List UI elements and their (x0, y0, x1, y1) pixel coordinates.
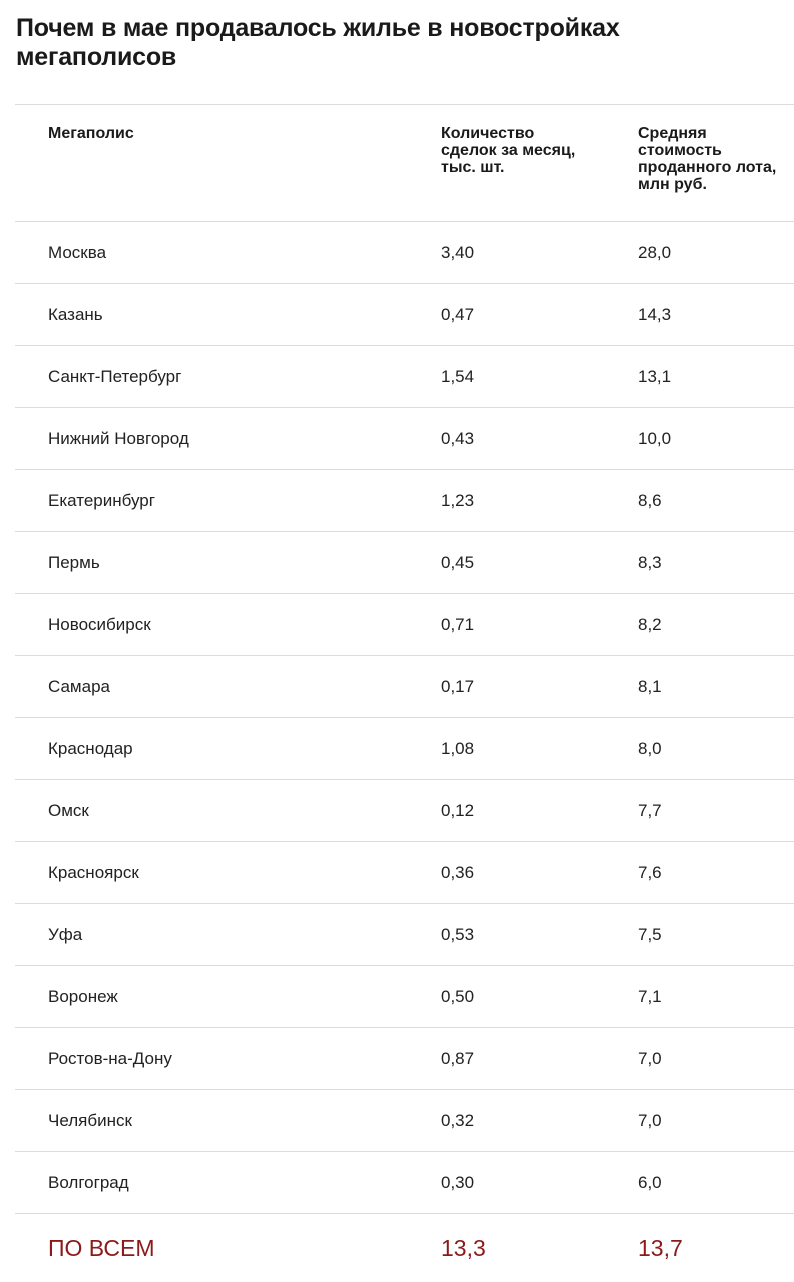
price-cell: 6,0 (638, 1173, 662, 1192)
price-cell: 7,1 (638, 987, 662, 1006)
price-cell: 7,6 (638, 863, 662, 882)
price-cell: 10,0 (638, 429, 672, 448)
deals-cell: 0,53 (441, 925, 475, 944)
city-cell: Казань (48, 305, 103, 324)
price-cell: 14,3 (638, 305, 672, 324)
deals-cell: 1,08 (441, 739, 475, 758)
city-cell: Краснодар (48, 739, 133, 758)
deals-cell: 0,32 (441, 1111, 475, 1130)
total-deals: 13,3 (441, 1235, 486, 1261)
price-cell: 7,7 (638, 801, 662, 820)
table-row (15, 532, 794, 594)
table-row (15, 780, 794, 842)
table-row (15, 408, 794, 470)
deals-cell: 0,12 (441, 801, 475, 820)
city-cell: Красноярск (48, 863, 139, 882)
table-row (15, 904, 794, 966)
price-cell: 13,1 (638, 367, 672, 386)
price-cell: 28,0 (638, 243, 672, 262)
table-row (15, 594, 794, 656)
deals-cell: 0,36 (441, 863, 475, 882)
city-cell: Воронеж (48, 987, 118, 1006)
page-title: Почем в мае продавалось жилье в новостройках мегаполисов (16, 14, 620, 71)
deals-cell: 0,43 (441, 429, 475, 448)
deals-cell: 0,45 (441, 553, 475, 572)
table-row (15, 656, 794, 718)
city-cell: Челябинск (48, 1111, 132, 1130)
deals-cell: 0,87 (441, 1049, 475, 1068)
table-row (15, 284, 794, 346)
total-average-price: 13,7 (638, 1235, 683, 1261)
price-cell: 8,3 (638, 553, 662, 572)
data-table (15, 104, 794, 1282)
header-city: Мегаполис (48, 125, 134, 142)
deals-cell: 0,47 (441, 305, 475, 324)
city-cell: Москва (48, 243, 107, 262)
header-average-price: Средняя стоимость проданного лота, млн руб. (638, 125, 777, 193)
table-row (15, 346, 794, 408)
deals-cell: 3,40 (441, 243, 475, 262)
price-cell: 8,0 (638, 739, 662, 758)
table-row (15, 1090, 794, 1152)
table-row (15, 718, 794, 780)
deals-cell: 1,23 (441, 491, 475, 510)
deals-cell: 0,71 (441, 615, 475, 634)
city-cell: Волгоград (48, 1173, 129, 1192)
table-row (15, 470, 794, 532)
deals-cell: 0,30 (441, 1173, 475, 1192)
table-total-row (15, 1214, 794, 1282)
table-row (15, 1152, 794, 1214)
price-cell: 8,1 (638, 677, 662, 696)
city-cell: Уфа (48, 925, 83, 944)
header-deals-count: Количество сделок за месяц, тыс. шт. (441, 125, 576, 176)
city-cell: Ростов-на-Дону (48, 1049, 172, 1068)
deals-cell: 0,50 (441, 987, 475, 1006)
table-header-row (15, 105, 794, 222)
city-cell: Новосибирск (48, 615, 151, 634)
city-cell: Омск (48, 801, 89, 820)
table-row (15, 222, 794, 284)
price-cell: 8,2 (638, 615, 662, 634)
city-cell: Екатеринбург (48, 491, 155, 510)
deals-cell: 1,54 (441, 367, 475, 386)
city-cell: Самара (48, 677, 110, 696)
deals-cell: 0,17 (441, 677, 475, 696)
price-cell: 7,0 (638, 1111, 662, 1130)
city-cell: Пермь (48, 553, 100, 572)
city-cell: Санкт-Петербург (48, 367, 182, 386)
table-row (15, 1028, 794, 1090)
total-label: ПО ВСЕМ (48, 1235, 155, 1261)
city-cell: Нижний Новгород (48, 429, 189, 448)
price-cell: 8,6 (638, 491, 662, 510)
table-row (15, 842, 794, 904)
price-cell: 7,0 (638, 1049, 662, 1068)
price-cell: 7,5 (638, 925, 662, 944)
table-row (15, 966, 794, 1028)
